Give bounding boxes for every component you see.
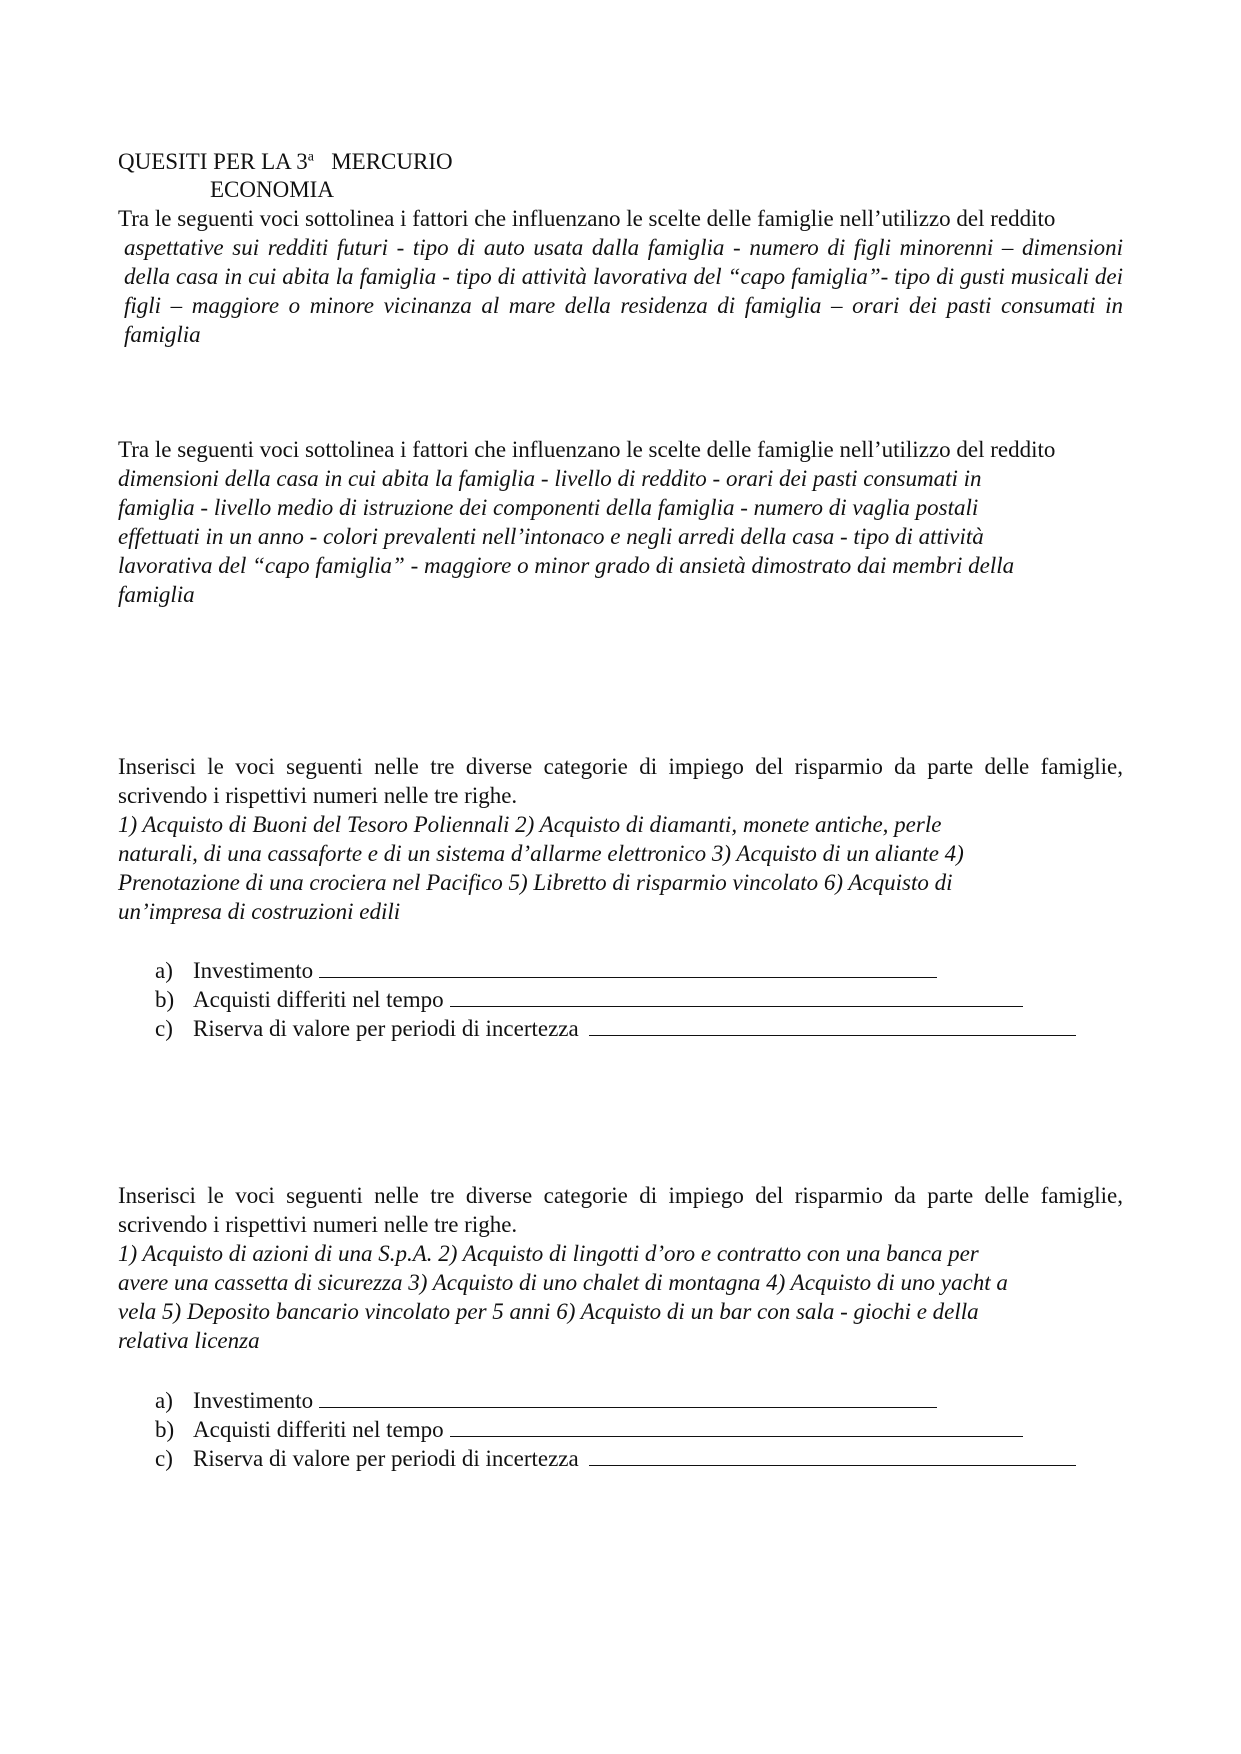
answer-label: Acquisti differiti nel tempo (193, 1417, 444, 1442)
question-3-options (118, 810, 1123, 926)
option-line: famiglia (118, 582, 195, 607)
question-4-prompt: Inserisci le voci seguenti nelle tre diverse categorie di impiego del risparmio da parte delle famiglie, scrivendo i rispettivi numeri nelle tre righe. (118, 1183, 1123, 1237)
document-subtitle: ECONOMIA (210, 177, 334, 202)
title-suffix: MERCURIO (331, 149, 453, 174)
question-3-answer-lines (155, 956, 1076, 1043)
option-line: vela 5) Deposito bancario vincolato per 5 anni 6) Acquisto di un bar con sala - giochi e della (118, 1299, 979, 1324)
answer-row-acquisti-differiti (155, 1415, 1076, 1444)
option-line: famiglia - livello medio di istruzione dei componenti della famiglia - numero di vaglia postali (118, 495, 979, 520)
option-line: dimensioni della casa in cui abita la famiglia - livello di reddito - orari dei pasti consumati in (118, 466, 982, 491)
answer-row-investimento (155, 956, 1076, 985)
answer-row-investimento (155, 1386, 1076, 1415)
answer-row-riserva-di-valore (155, 1444, 1076, 1473)
option-line: 1) Acquisto di azioni di una S.p.A. 2) Acquisto di lingotti d’oro e contratto con una banca per (118, 1241, 979, 1266)
answer-row-riserva-di-valore (155, 1014, 1076, 1043)
answer-row-acquisti-differiti (155, 985, 1076, 1014)
list-marker: a) (155, 958, 173, 983)
answer-label: Acquisti differiti nel tempo (193, 987, 444, 1012)
option-line: un’impresa di costruzioni edili (118, 899, 401, 924)
answer-blank-line[interactable] (450, 986, 1023, 1007)
question-3-prompt: Inserisci le voci seguenti nelle tre diverse categorie di impiego del risparmio da parte delle famiglie, scrivendo i rispettivi numeri nelle tre righe. (118, 754, 1123, 808)
question-1-prompt: Tra le seguenti voci sottolinea i fattori che influenzano le scelte delle famiglie nell’utilizzo del reddito (118, 206, 1056, 231)
list-marker: b) (155, 1417, 175, 1442)
answer-label: Investimento (193, 1388, 314, 1413)
answer-label: Riserva di valore per periodi di incertezza (193, 1016, 579, 1041)
option-line: lavorativa del “capo famiglia” - maggiore o minor grado di ansietà dimostrato dai membri della (118, 553, 1015, 578)
option-line: effettuati in un anno - colori prevalenti nell’intonaco e negli arredi della casa - tipo di attività (118, 524, 984, 549)
answer-blank-line[interactable] (450, 1416, 1023, 1437)
answer-label: Investimento (193, 958, 314, 983)
option-line: Prenotazione di una crociera nel Pacifico 5) Libretto di risparmio vincolato 6) Acquisto di (118, 870, 953, 895)
option-line: naturali, di una cassaforte e di un sistema d’allarme elettronico 3) Acquisto di un aliante 4) (118, 841, 964, 866)
list-marker: c) (155, 1446, 173, 1471)
question-4-options (118, 1239, 1123, 1355)
option-line: 1) Acquisto di Buoni del Tesoro Poliennali 2) Acquisto di diamanti, monete antiche, perle (118, 812, 942, 837)
option-line: avere una cassetta di sicurezza 3) Acquisto di uno chalet di montagna 4) Acquisto di uno yacht a (118, 1270, 1008, 1295)
option-line: relativa licenza (118, 1328, 260, 1353)
document-header (118, 148, 1123, 204)
answer-blank-line[interactable] (589, 1015, 1076, 1036)
question-1-options: aspettative sui redditi futuri - tipo di auto usata dalla famiglia - numero di figli minorenni – dimensioni della casa in cui abita la famiglia - tipo di attività lavorativa del “capo famiglia”- tipo di gusti musicali dei figli – maggiore o minore vicinanza al mare della residenza di famiglia – orari dei pasti consumati in famiglia (124, 235, 1123, 347)
list-marker: a) (155, 1388, 173, 1413)
list-marker: b) (155, 987, 175, 1012)
answer-blank-line[interactable] (319, 957, 937, 978)
title-superscript: a (307, 149, 314, 165)
document-title (118, 148, 1123, 176)
answer-blank-line[interactable] (589, 1445, 1076, 1466)
list-marker: c) (155, 1016, 173, 1041)
question-4-answer-lines (155, 1386, 1076, 1473)
question-3 (118, 752, 1123, 926)
answer-label: Riserva di valore per periodi di incertezza (193, 1446, 579, 1471)
question-4 (118, 1181, 1123, 1355)
question-2-options (118, 464, 1123, 609)
title-prefix: QUESITI PER LA 3 (118, 149, 308, 174)
question-2 (118, 435, 1123, 609)
question-1 (118, 204, 1123, 349)
answer-blank-line[interactable] (319, 1387, 937, 1408)
question-2-prompt: Tra le seguenti voci sottolinea i fattori che influenzano le scelte delle famiglie nell’utilizzo del reddito (118, 437, 1056, 462)
